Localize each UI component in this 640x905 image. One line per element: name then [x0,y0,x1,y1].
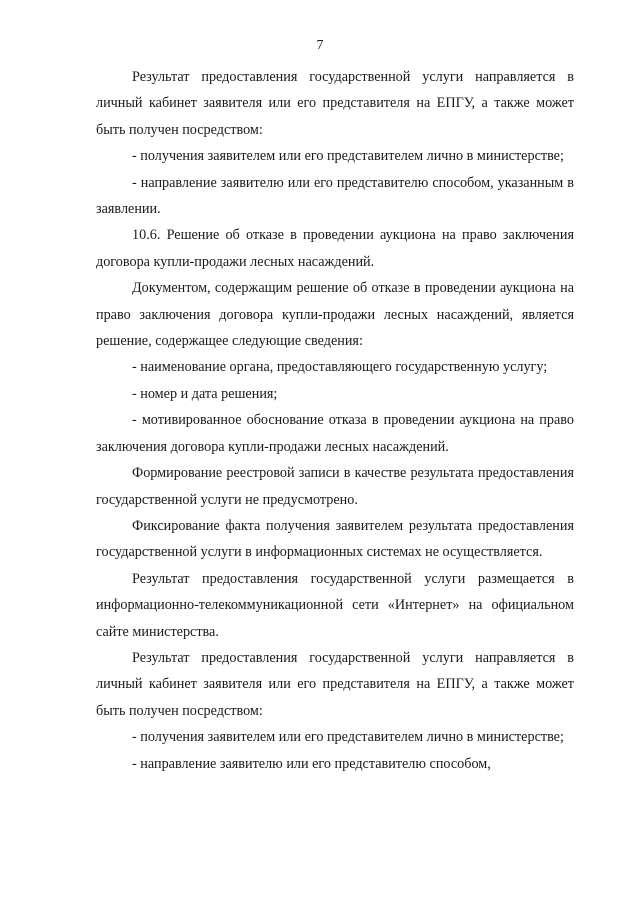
list-item-in-person-2: - получения заявителем или его представителем лично в министерстве; [132,729,564,746]
list-item-refusal-reason: - мотивированное обоснование отказа в проведении аукциона на право заключения договора купли-продажи лесных насаждений. [96,412,574,455]
list-item-authority-name: - наименование органа, предоставляющего государственную услугу; [132,359,548,376]
paragraph-decision-document: Документом, содержащим решение об отказе в проведении аукциона на право заключения договора купли-продажи лесных насаждений, является решение, содержащее следующие сведения: [96,280,574,350]
page-number: 7 [316,38,324,53]
paragraph-registry-record: Формирование реестровой записи в качестве результата предоставления государственной услуги не предусмотрено. [96,465,574,508]
list-item-number-date: - номер и дата решения; [132,385,278,402]
paragraph-fixation: Фиксирование факта получения заявителем результата предоставления государственной услуги в информационных системах не осуществляется. [96,517,574,561]
section-heading-10-6: 10.6. Решение об отказе в проведении аукциона на право заключения договора купли-продажи лесных насаждений. [96,227,574,270]
document-body [96,64,574,777]
list-item-in-person: - получения заявителем или его представителем лично в министерстве; [132,148,564,165]
paragraph-internet-publication: Результат предоставления государственной услуги размещается в информационно-телекоммуникационной сети «Интернет» на официальном сайте министерства. [96,570,574,640]
list-item-by-method: - направление заявителю или его представителю способом, указанным в заявлении. [96,174,574,218]
list-item-by-method-2: - направление заявителю или его представителю способом, [132,755,491,772]
paragraph-result-delivery: Результат предоставления государственной услуги направляется в личный кабинет заявителя или его представителя на ЕПГУ, а также может быть получен посредством: [96,69,574,138]
paragraph-result-delivery-2: Результат предоставления государственной услуги направляется в личный кабинет заявителя или его представителя на ЕПГУ, а также может быть получен посредством: [96,649,574,719]
